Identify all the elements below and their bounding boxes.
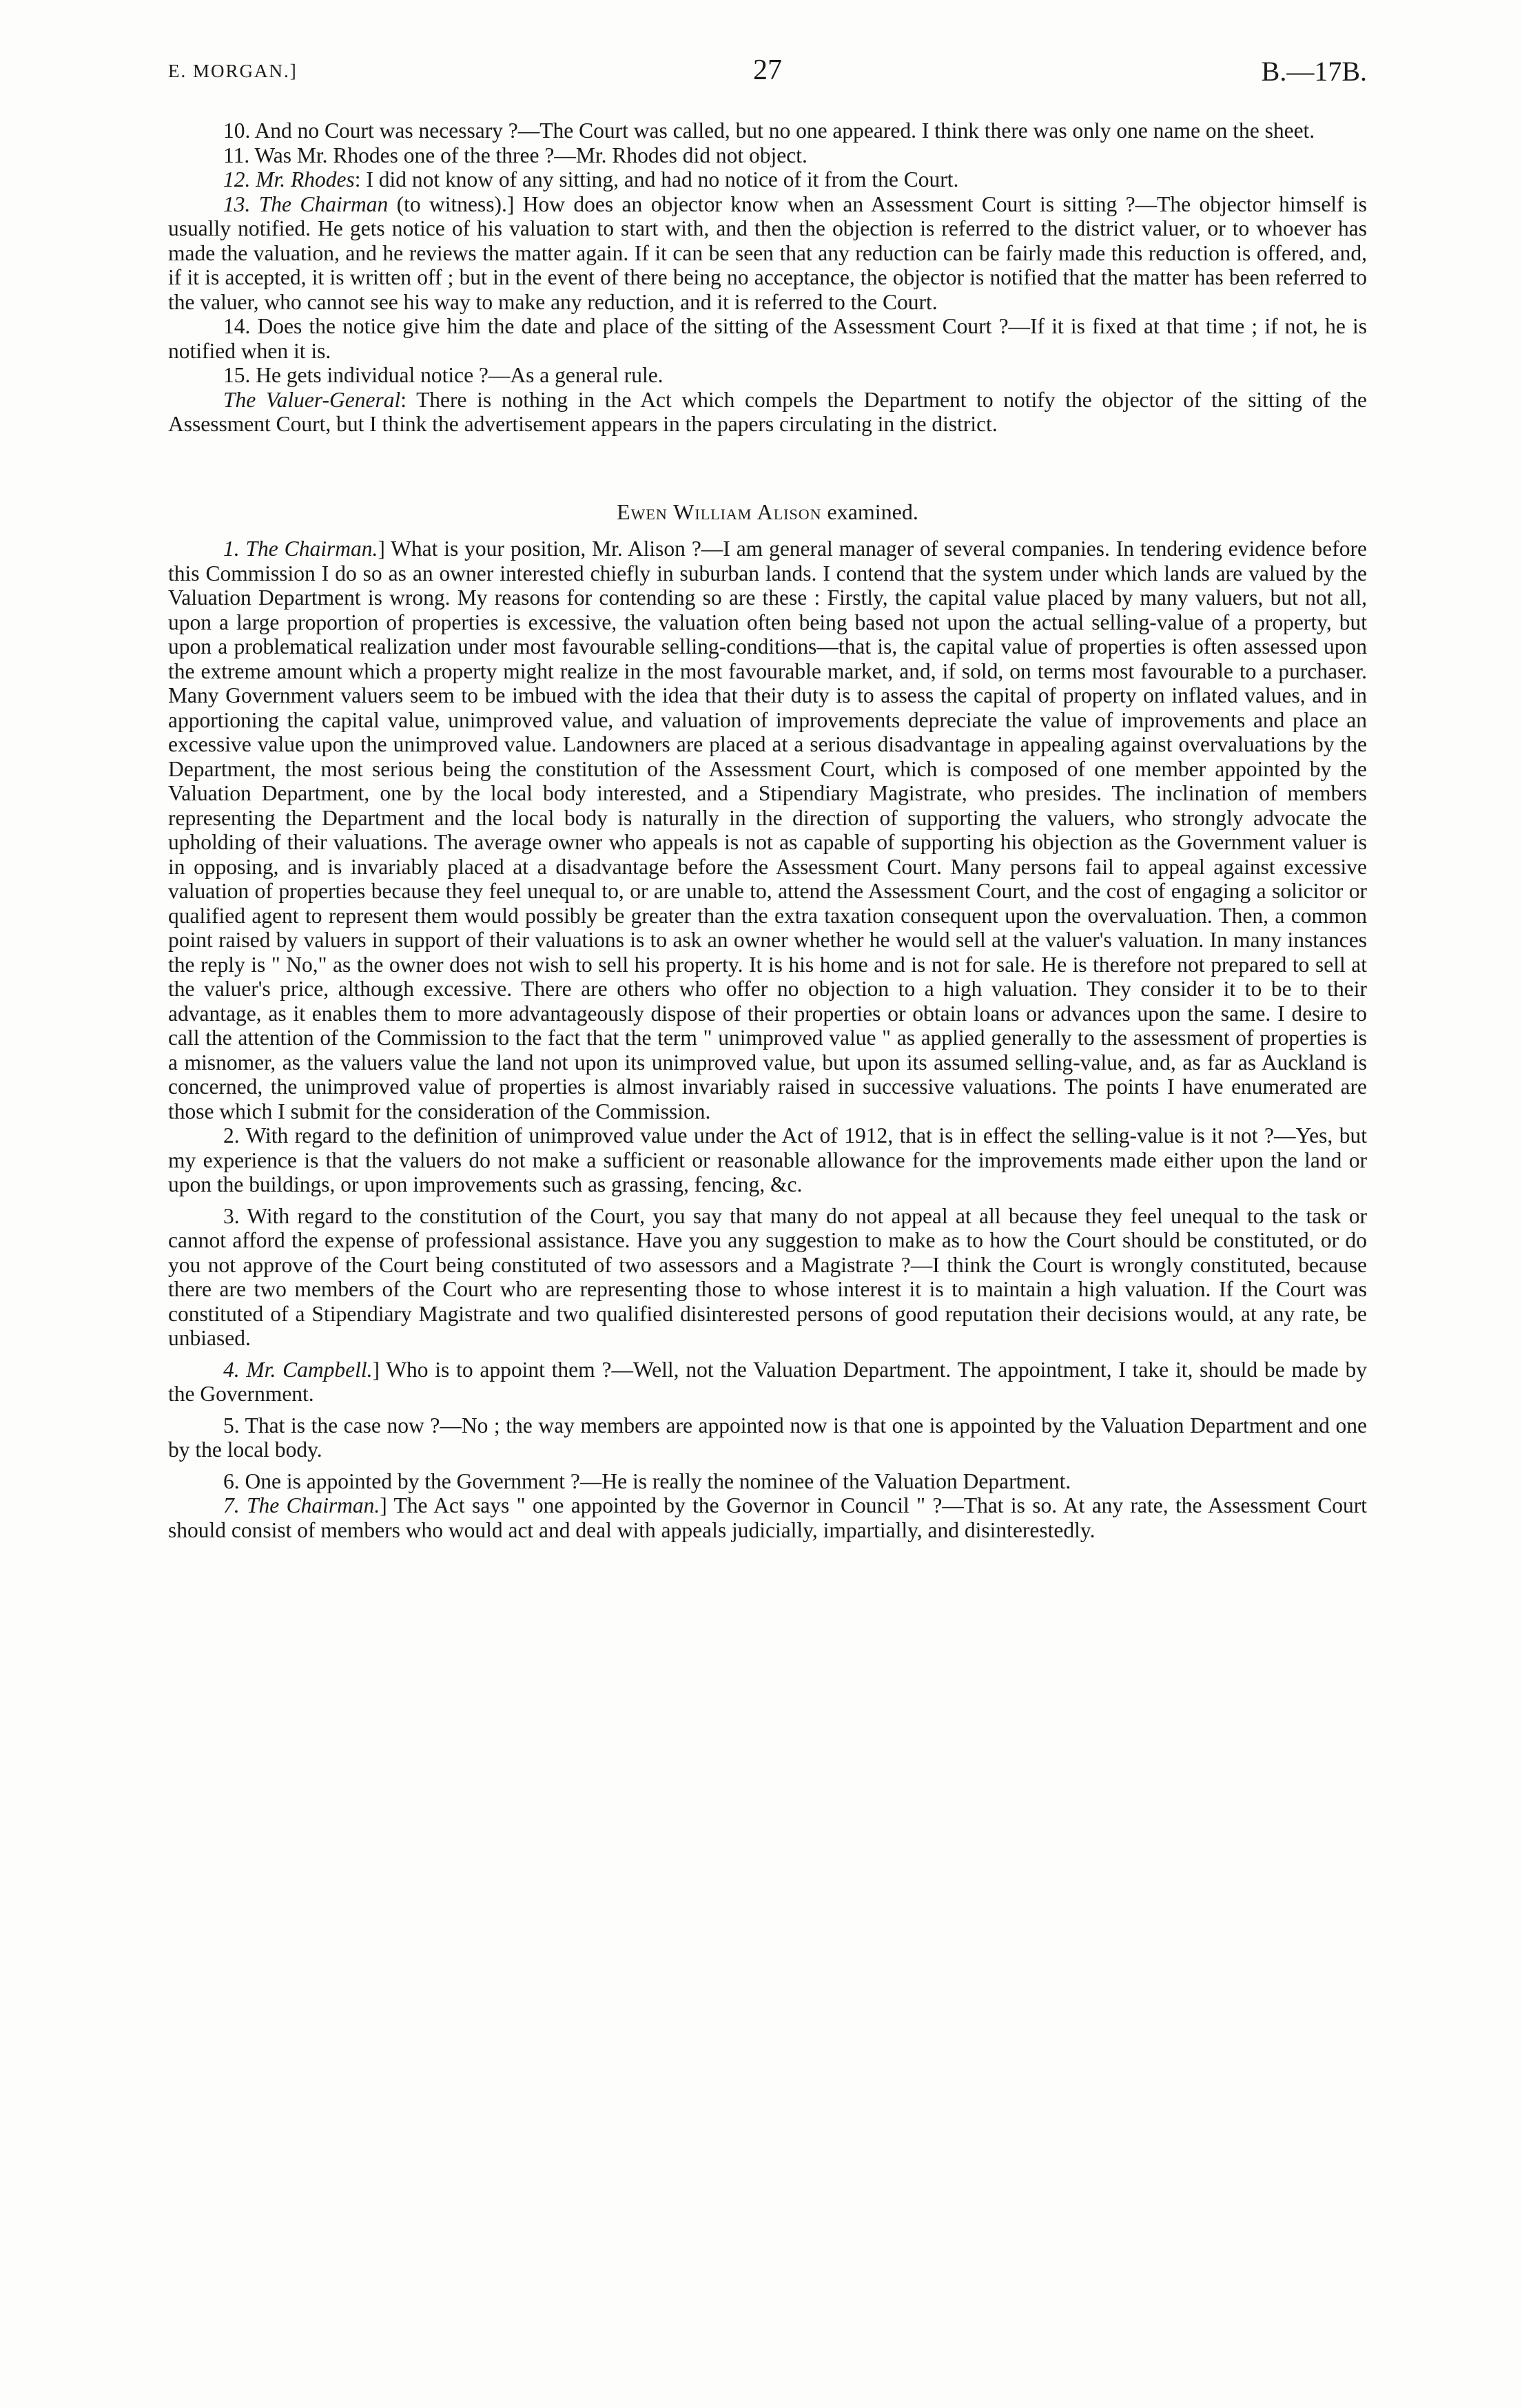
page-number: 27 [753,54,782,86]
morgan-q12: 12. Mr. Rhodes: I did not know of any sitting, and had no notice of it from the Court. [223,167,959,191]
valuer-general-statement: The Valuer-General: There is nothing in the Act which compels the Department to notify the objector of the sitting of the Assessment Court, but I think the advertisement appears in the papers circulating in the district. [168,387,1368,436]
speaker-chairman: 7. The Chairman. [223,1493,380,1517]
alison-q7: 7. The Chairman.] The Act says " one appointed by the Governor in Council " ?—That is so. At any rate, the Assessment Court should consist of members who would act and deal with appeals judicially, impartially, and disinterestedly. [168,1493,1367,1542]
witness-name: Ewen William Alison [617,499,822,524]
morgan-q11: 11. Was Mr. Rhodes one of the three ?—Mr. Rhodes did not object. [223,143,808,167]
alison-q2: 2. With regard to the definition of unimproved value under the Act of 1912, that is in effect the selling-value is it not ?—Yes, but my experience is that the valuers do not make a sufficient or reasonable allowance for the improvements made either upon the land or upon the buildings, or upon improvements such as grassing, fencing, &c. [168,1123,1367,1196]
alison-q1: 1. The Chairman.] What is your position, Mr. Alison ?—I am general manager of several companies. In tendering evidence before this Commission I do so as an owner interested chiefly in suburban lands. I contend that the system under which lands are valued by the Valuation Department is wrong. My reasons for contending so are these : Firstly, the capital value placed by many valuers, but not all, upon a large proportion of properties is excessive, the valuation often being based not upon the actual selling-value of a property, but upon a problematical realization under most favourable selling-conditions—that is, the capital value of properties is often assessed upon the extreme amount which a property might realize in the most favourable market, and, if sold, on terms most favourable to a purchaser. Many Government valuers seem to be imbued with the idea that their duty is to assess the capital of property on inflated values, and in apportioning the capital value, unimproved value, and valuation of improvements depreciate the value of improvements and place an excessive value upon the unimproved value. Landowners are placed at a serious disadvantage in appealing against overvaluations by the Department, the most serious being the constitution of the Assessment Court, which is composed of one member appointed by the Valuation Department, one by the local body interested, and a Stipendiary Magistrate, who presides. The inclination of members representing the Department and the local body is naturally in the direction of supporting the valuers, who strongly advocate the upholding of their valuations. The average owner who appeals is not as capable of supporting his objection as the Government valuer is in opposing, and is invariably placed at a disadvantage before the Assessment Court. Many persons fail to appeal against excessive valuation of properties because they feel unequal to, or are unable to, attend the Assessment Court, and the cost of engaging a solicitor or qualified agent to represent them would possibly be greater than the extra taxation consequent upon the overvaluation. Then, a common point raised by valuers in support of their valuations is to ask an owner whether he would sell at the valuer's valuation. In many instances the reply is " No," as the owner does not wish to sell his property. It is his home and is not for sale. He is therefore not prepared to sell at the valuer's price, although excessive. There are others who offer no objection to a high valuation. They consider it to be to their advantage, as it enables them to more advantageously dispose of their properties or obtain loans or advances upon the same. I desire to call the attention of the Commission to the fact that the term " unimproved value " as applied generally to the assessment of properties is a misnomer, as the valuers value the land not upon its unimproved value, but upon its assumed selling-value, and, as far as Auckland is concerned, the unimproved value of properties is almost invariably raised in successive valuations. The points I have enumerated are those which I submit for the consideration of the Commission. [168,537,1367,1123]
alison-q3: 3. With regard to the constitution of the Court, you say that many do not appeal at all because they feel unequal to the task or cannot afford the expense of professional assistance. Have you any suggestion to make as to how the Court should be constituted, or do you not approve of the Court being constituted of two assessors and a Magistrate ?—I think the Court is wrongly constituted, because there are two members of the Court who are representing those to whose interest it is to maintain a high valuation. If the Court was constituted of a Stipendiary Magistrate and two qualified disinterested persons of good reputation their decisions would, at any rate, be unbiased. [168,1203,1367,1350]
speaker-chairman: 1. The Chairman. [223,537,378,561]
speaker-mr-campbell: 4. Mr. Campbell. [223,1357,373,1382]
alison-q4: 4. Mr. Campbell.] Who is to appoint them ?—Well, not the Valuation Department. The appointment, I take it, should be made by the Government. [168,1357,1368,1406]
morgan-q14: 14. Does the notice give him the date and place of the sitting of the Assessment Court ?—If it is fixed at that time ; if not, he is notified when it is. [168,314,1367,363]
body-text [168,118,1367,1542]
morgan-q13: 13. The Chairman (to witness).] How does an objector know when an Assessment Court is sitting ?—The objector himself is usually notified. He gets notice of his valuation to start with, and then the objection is referred to the district valuer, or to whoever has made the valuation, and he reviews the matter again. If it can be seen that any reduction can be fairly made this reduction is offered, and, if it is accepted, it is written off ; but in the event of there being no acceptance, the objector is notified that the matter has been referred to the valuer, who cannot see his way to make any reduction, and it is referred to the Court. [168,191,1367,314]
alison-q5: 5. That is the case now ?—No ; the way members are appointed now is that one is appointed by the Valuation Department and one by the local body. [168,1413,1367,1462]
document-reference: B.—17B. [1261,56,1367,87]
morgan-q10: 10. And no Court was necessary ?—The Court was called, but no one appeared. I think there was only one name on the sheet. [223,118,1315,143]
running-head [168,54,1367,95]
section-heading: Ewen William Alison examined. [617,499,918,524]
morgan-q15: 15. He gets individual notice ?—As a general rule. [223,363,664,387]
speaker-chairman: 13. The Chairman [223,191,389,216]
alison-q6: 6. One is appointed by the Government ?—He is really the nominee of the Valuation Department. [223,1468,1071,1493]
speaker-mr-rhodes: 12. Mr. Rhodes [223,167,355,191]
witness-name-header: E. MORGAN.] [168,61,298,81]
speaker-valuer-general: The Valuer-General [223,387,401,412]
